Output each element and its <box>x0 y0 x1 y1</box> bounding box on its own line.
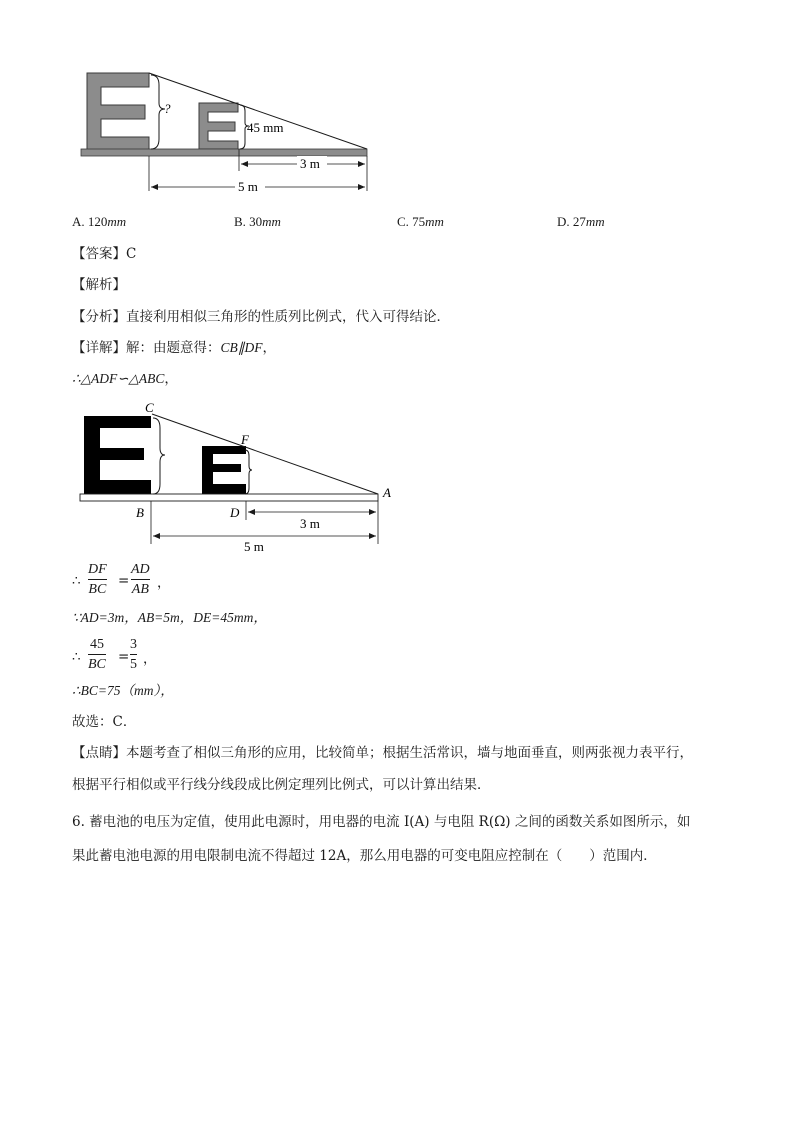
sight-line <box>149 73 367 149</box>
dianjing-line-1: 【点睛】本题考查了相似三角形的应用，比较简单；根据生活常识，墙与地面垂直，则两张视力表平行， <box>72 745 693 761</box>
choose-line: 故选：C． <box>72 714 137 730</box>
ratio2-equals: = <box>118 649 130 665</box>
point-a-label: A <box>383 485 391 500</box>
brace-df <box>245 450 252 494</box>
small-e-shape <box>199 103 238 149</box>
brace-bc <box>153 418 165 494</box>
analysis-heading: 【解析】 <box>72 277 126 293</box>
ground-bar-2 <box>80 494 378 501</box>
answer-line: 【答案】C <box>72 246 137 262</box>
fraction-3-5: 3 5 <box>130 637 137 672</box>
ratio2-therefore: ∴ <box>72 649 81 665</box>
figure-2-diagram <box>72 398 402 556</box>
fraction-ad-ab: AD AB <box>131 562 150 597</box>
ratio1-therefore: ∴ <box>72 573 81 589</box>
option-a: A. 120mm <box>72 214 127 229</box>
fenxi-line: 【分析】直接利用相似三角形的性质列比例式，代入可得结论． <box>72 309 450 325</box>
question-6-line-1: 6. 蓄电池的电压为定值，使用此电源时，用电器的电流 I(A) 与电阻 R(Ω) 之间的函数关系如图所示，如 <box>72 814 691 830</box>
xiangjie-line: 【详解】解：由题意得：CB∥DF， <box>72 340 276 356</box>
ground-bar <box>81 149 367 156</box>
small-e-black <box>202 446 246 494</box>
ratio1-equals: = <box>118 573 130 589</box>
given-line: ∵AD=3m，AB=5m，DE=45mm， <box>72 610 267 625</box>
question-6-line-2: 果此蓄电池电源的用电限制电流不得超过 12A，那么用电器的可变电阻应控制在（ ）范围内． <box>72 848 657 864</box>
similar-line: ∴△ADF∽△ABC， <box>72 371 178 387</box>
ratio2-comma: ， <box>143 651 157 667</box>
question-mark-label: ? <box>164 101 171 116</box>
dianjing-line-2: 根据平行相似或平行线分线段成比例定理列比例式，可以计算出结果． <box>72 777 491 793</box>
label-45mm: 45 mm <box>247 120 284 135</box>
point-d-label: D <box>230 505 240 520</box>
brace-big <box>151 75 165 149</box>
label-3m-top: 3 m <box>300 156 320 171</box>
big-e-black <box>84 416 151 494</box>
ratio1-comma: ， <box>157 575 171 591</box>
label-3m-bottom: 3 m <box>300 516 320 531</box>
figure-1-diagram <box>75 65 385 195</box>
option-d: D. 27mm <box>557 214 605 229</box>
result-line: ∴BC=75（mm）， <box>72 683 174 698</box>
label-5m-top: 5 m <box>238 179 258 194</box>
sight-line-ca <box>152 414 378 494</box>
point-b-label: B <box>136 505 144 520</box>
big-e-shape <box>87 73 149 151</box>
label-5m-bottom: 5 m <box>244 539 264 554</box>
fraction-df-bc: DF BC <box>88 562 107 597</box>
point-c-label: C <box>145 400 154 415</box>
option-b: B. 30mm <box>234 214 281 229</box>
point-f-label: F <box>241 432 249 447</box>
option-c: C. 75mm <box>397 214 444 229</box>
fraction-45-bc: 45 BC <box>88 637 106 672</box>
